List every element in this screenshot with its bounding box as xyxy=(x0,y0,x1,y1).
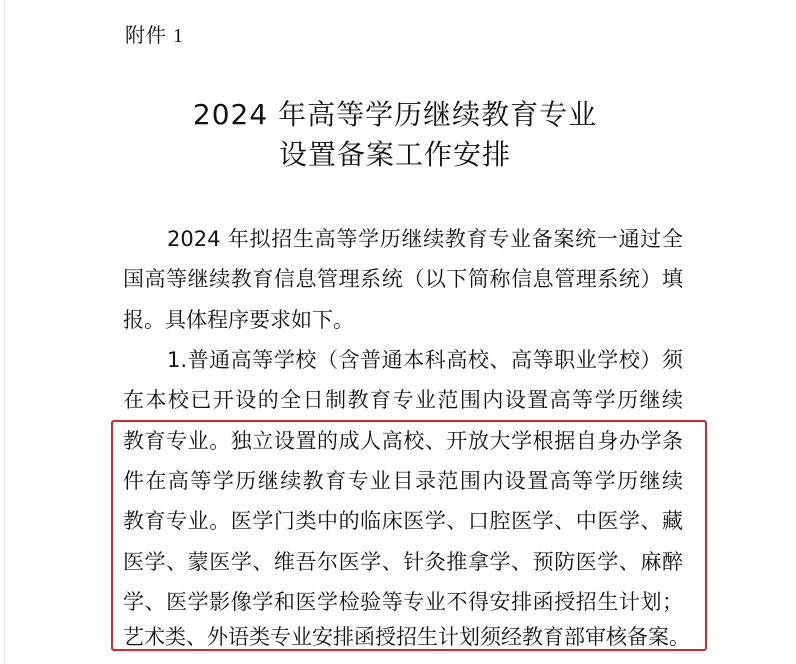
document-title-line-2: 设置备案工作安排 xyxy=(278,138,511,171)
paragraph-2-line-4: 件在高等学历继续教育专业目录范围内设置高等学历继续 xyxy=(123,469,683,493)
paragraph-1-line-3: 报。具体程序要求如下。 xyxy=(123,308,354,332)
paragraph-2-line-1: 1.普通高等学校（含普通本科高校、高等职业学校）须 xyxy=(167,348,683,372)
paragraph-2-line-7: 学、医学影像学和医学检验等专业不得安排函授招生计划； xyxy=(123,590,683,614)
document-title-line-1: 2024 年高等学历继续教育专业 xyxy=(192,98,598,131)
attachment-label: 附件 1 xyxy=(125,25,184,47)
highlight-box xyxy=(111,420,707,651)
paragraph-1-line-1: 2024 年拟招生高等学历继续教育专业备案统一通过全 xyxy=(167,227,683,251)
paragraph-2-line-6: 医学、蒙医学、维吾尔医学、针灸推拿学、预防医学、麻醉 xyxy=(123,550,683,574)
paragraph-2-line-2: 在本校已开设的全日制教育专业范围内设置高等学历继续 xyxy=(123,388,683,412)
paragraph-1-line-2: 国高等继续教育信息管理系统（以下简称信息管理系统）填 xyxy=(123,267,683,291)
paragraph-2-line-5: 教育专业。医学门类中的临床医学、口腔医学、中医学、藏 xyxy=(123,509,683,533)
paragraph-2-line-8: 艺术类、外语类专业安排函授招生计划须经教育部审核备案。 xyxy=(123,625,690,649)
paragraph-2-line-3: 教育专业。独立设置的成人高校、开放大学根据自身办学条 xyxy=(123,429,683,453)
page-edge-divider xyxy=(4,0,5,664)
